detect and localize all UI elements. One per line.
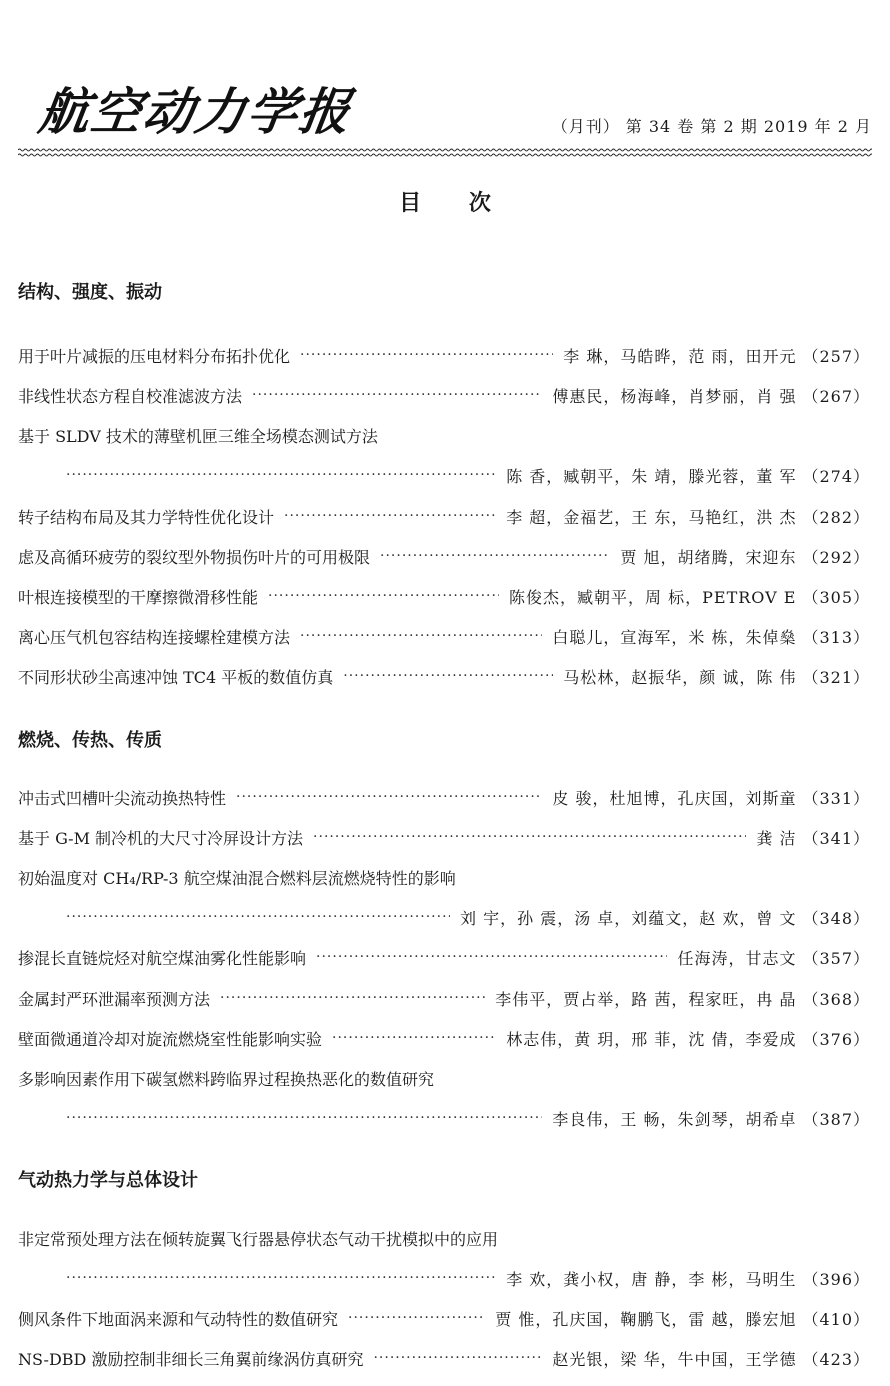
article-authors: 龚 洁 [756, 828, 797, 848]
toc-entry[interactable] [18, 985, 870, 1011]
page-number: （423） [802, 1349, 870, 1369]
article-authors: 林志伟，黄 玥，邢 菲，沈 倩，李爱成 [506, 1029, 797, 1049]
page-number: （267） [802, 386, 870, 406]
page-number: （321） [802, 667, 870, 687]
dot-leader [66, 1110, 542, 1126]
article-authors: 李 欢，龚小权，唐 静，李 彬，马明生 [506, 1269, 797, 1289]
toc-entry-continuation[interactable] [18, 1105, 870, 1131]
article-title: 离心压气机包容结构连接螺栓建模方法 [18, 627, 291, 647]
issue-info: （月刊） 第 34 卷 第 2 期 2019 年 2 月 [551, 117, 872, 136]
article-title: 基于 G-M 制冷机的大尺寸冷屏设计方法 [18, 828, 304, 848]
article-title: 转子结构布局及其力学特性优化设计 [18, 507, 275, 527]
article-authors: 陈俊杰，臧朝平，周 标，PETROV E [509, 587, 797, 607]
dot-leader [252, 387, 542, 403]
masthead [18, 60, 872, 160]
toc-entry[interactable] [18, 382, 870, 408]
page-number: （376） [802, 1029, 870, 1049]
page-number: （282） [802, 507, 870, 527]
toc-entry[interactable] [18, 583, 870, 609]
dot-leader [348, 1310, 485, 1326]
article-authors: 贾 旭，胡绪腾，宋迎东 [620, 547, 797, 567]
article-title: 金属封严环泄漏率预测方法 [18, 989, 211, 1009]
toc-entry[interactable] [18, 623, 870, 649]
dot-leader [380, 548, 610, 564]
dot-leader [220, 990, 485, 1006]
section-title-combustion: 燃烧、传热、传质 [18, 730, 162, 751]
journal-title: 航空动力学报 [35, 83, 356, 141]
toc-entry-continuation[interactable] [18, 904, 870, 930]
article-authors: 任海涛，甘志文 [677, 948, 797, 968]
section-title-aerothermodynamics: 气动热力学与总体设计 [18, 1170, 198, 1191]
article-authors: 皮 骏，杜旭博，孔庆国，刘斯童 [552, 788, 797, 808]
page-number: （357） [802, 948, 870, 968]
article-authors: 李良伟，王 畅，朱剑琴，胡希卓 [552, 1109, 797, 1129]
article-authors: 李伟平，贾占举，路 茜，程家旺，冉 晶 [495, 989, 797, 1009]
article-title: 多影响因素作用下碳氢燃料跨临界过程换热恶化的数值研究 [18, 1069, 435, 1089]
article-authors: 赵光银，梁 华，牛中国，王学德 [552, 1349, 797, 1369]
article-title: 不同形状砂尘高速冲蚀 TC4 平板的数值仿真 [18, 667, 334, 687]
article-authors: 李 超，金福艺，王 东，马艳红，洪 杰 [506, 507, 797, 527]
toc-entry[interactable] [18, 944, 870, 970]
dot-leader [300, 628, 542, 644]
dot-leader [300, 347, 553, 363]
toc-entry[interactable] [18, 503, 870, 529]
toc-entry-continuation[interactable] [18, 1265, 870, 1291]
page-number: （257） [802, 346, 870, 366]
dot-leader [66, 1270, 496, 1286]
toc-entry-title-line[interactable] [18, 1065, 870, 1091]
page-number: （274） [802, 466, 870, 486]
dot-leader [66, 467, 496, 483]
page-number: （341） [802, 828, 870, 848]
toc-entry-title-line[interactable] [18, 422, 870, 448]
wavy-divider [18, 146, 872, 160]
article-title: 叶根连接模型的干摩擦微滑移性能 [18, 587, 259, 607]
page-number: （410） [802, 1309, 870, 1329]
article-authors: 马松林，赵振华，颜 诚，陈 伟 [563, 667, 797, 687]
page-number: （313） [802, 627, 870, 647]
article-title: 初始温度对 CH₄/RP-3 航空煤油混合燃料层流燃烧特性的影响 [18, 868, 456, 888]
dot-leader [332, 1030, 496, 1046]
article-title: 基于 SLDV 技术的薄壁机匣三维全场模态测试方法 [18, 426, 378, 446]
toc-entry[interactable] [18, 784, 870, 810]
page-number: （368） [802, 989, 870, 1009]
article-title: 壁面微通道冷却对旋流燃烧室性能影响实验 [18, 1029, 323, 1049]
toc-entry[interactable] [18, 1025, 870, 1051]
article-authors: 陈 香，臧朝平，朱 靖，滕光蓉，董 军 [506, 466, 797, 486]
article-title: 非定常预处理方法在倾转旋翼飞行器悬停状态气动干扰模拟中的应用 [18, 1229, 499, 1249]
article-authors: 刘 宇，孙 震，汤 卓，刘蕴文，赵 欢，曾 文 [460, 908, 797, 928]
page-number: （348） [802, 908, 870, 928]
article-title: 掺混长直链烷烃对航空煤油雾化性能影响 [18, 948, 307, 968]
toc-entry[interactable] [18, 1305, 870, 1331]
toc-entry[interactable] [18, 824, 870, 850]
toc-entry-title-line[interactable] [18, 1225, 870, 1251]
toc-entry[interactable] [18, 1345, 870, 1371]
page-number: （387） [802, 1109, 870, 1129]
article-title: 非线性状态方程自校准滤波方法 [18, 386, 243, 406]
toc-entry[interactable] [18, 663, 870, 689]
page-number: （292） [802, 547, 870, 567]
dot-leader [236, 789, 542, 805]
article-title: NS-DBD 激励控制非细长三角翼前缘涡仿真研究 [18, 1349, 364, 1369]
toc-entry-continuation[interactable] [18, 462, 870, 488]
article-authors: 贾 惟，孔庆国，鞠鹏飞，雷 越，滕宏旭 [495, 1309, 797, 1329]
article-title: 冲击式凹槽叶尖流动换热特性 [18, 788, 227, 808]
toc-entry[interactable] [18, 342, 870, 368]
dot-leader [66, 909, 450, 925]
toc-heading: 目 次 [399, 191, 491, 216]
dot-leader [316, 949, 667, 965]
article-authors: 白聪儿，宣海军，米 栋，朱倬燊 [552, 627, 797, 647]
dot-leader [373, 1350, 542, 1366]
article-title: 用于叶片减振的压电材料分布拓扑优化 [18, 346, 291, 366]
page-number: （331） [802, 788, 870, 808]
article-authors: 傅惠民，杨海峰，肖梦丽，肖 强 [552, 386, 797, 406]
article-title: 侧风条件下地面涡来源和气动特性的数值研究 [18, 1309, 339, 1329]
dot-leader [284, 508, 496, 524]
article-authors: 李 琳，马皓晔，范 雨，田开元 [563, 346, 797, 366]
dot-leader [343, 668, 553, 684]
section-title-structure: 结构、强度、振动 [18, 282, 162, 303]
dot-leader [268, 588, 499, 604]
article-title: 虑及高循环疲劳的裂纹型外物损伤叶片的可用极限 [18, 547, 371, 567]
page-number: （305） [802, 587, 870, 607]
toc-entry-title-line[interactable] [18, 864, 870, 890]
page-number: （396） [802, 1269, 870, 1289]
toc-entry[interactable] [18, 543, 870, 569]
dot-leader [313, 829, 746, 845]
